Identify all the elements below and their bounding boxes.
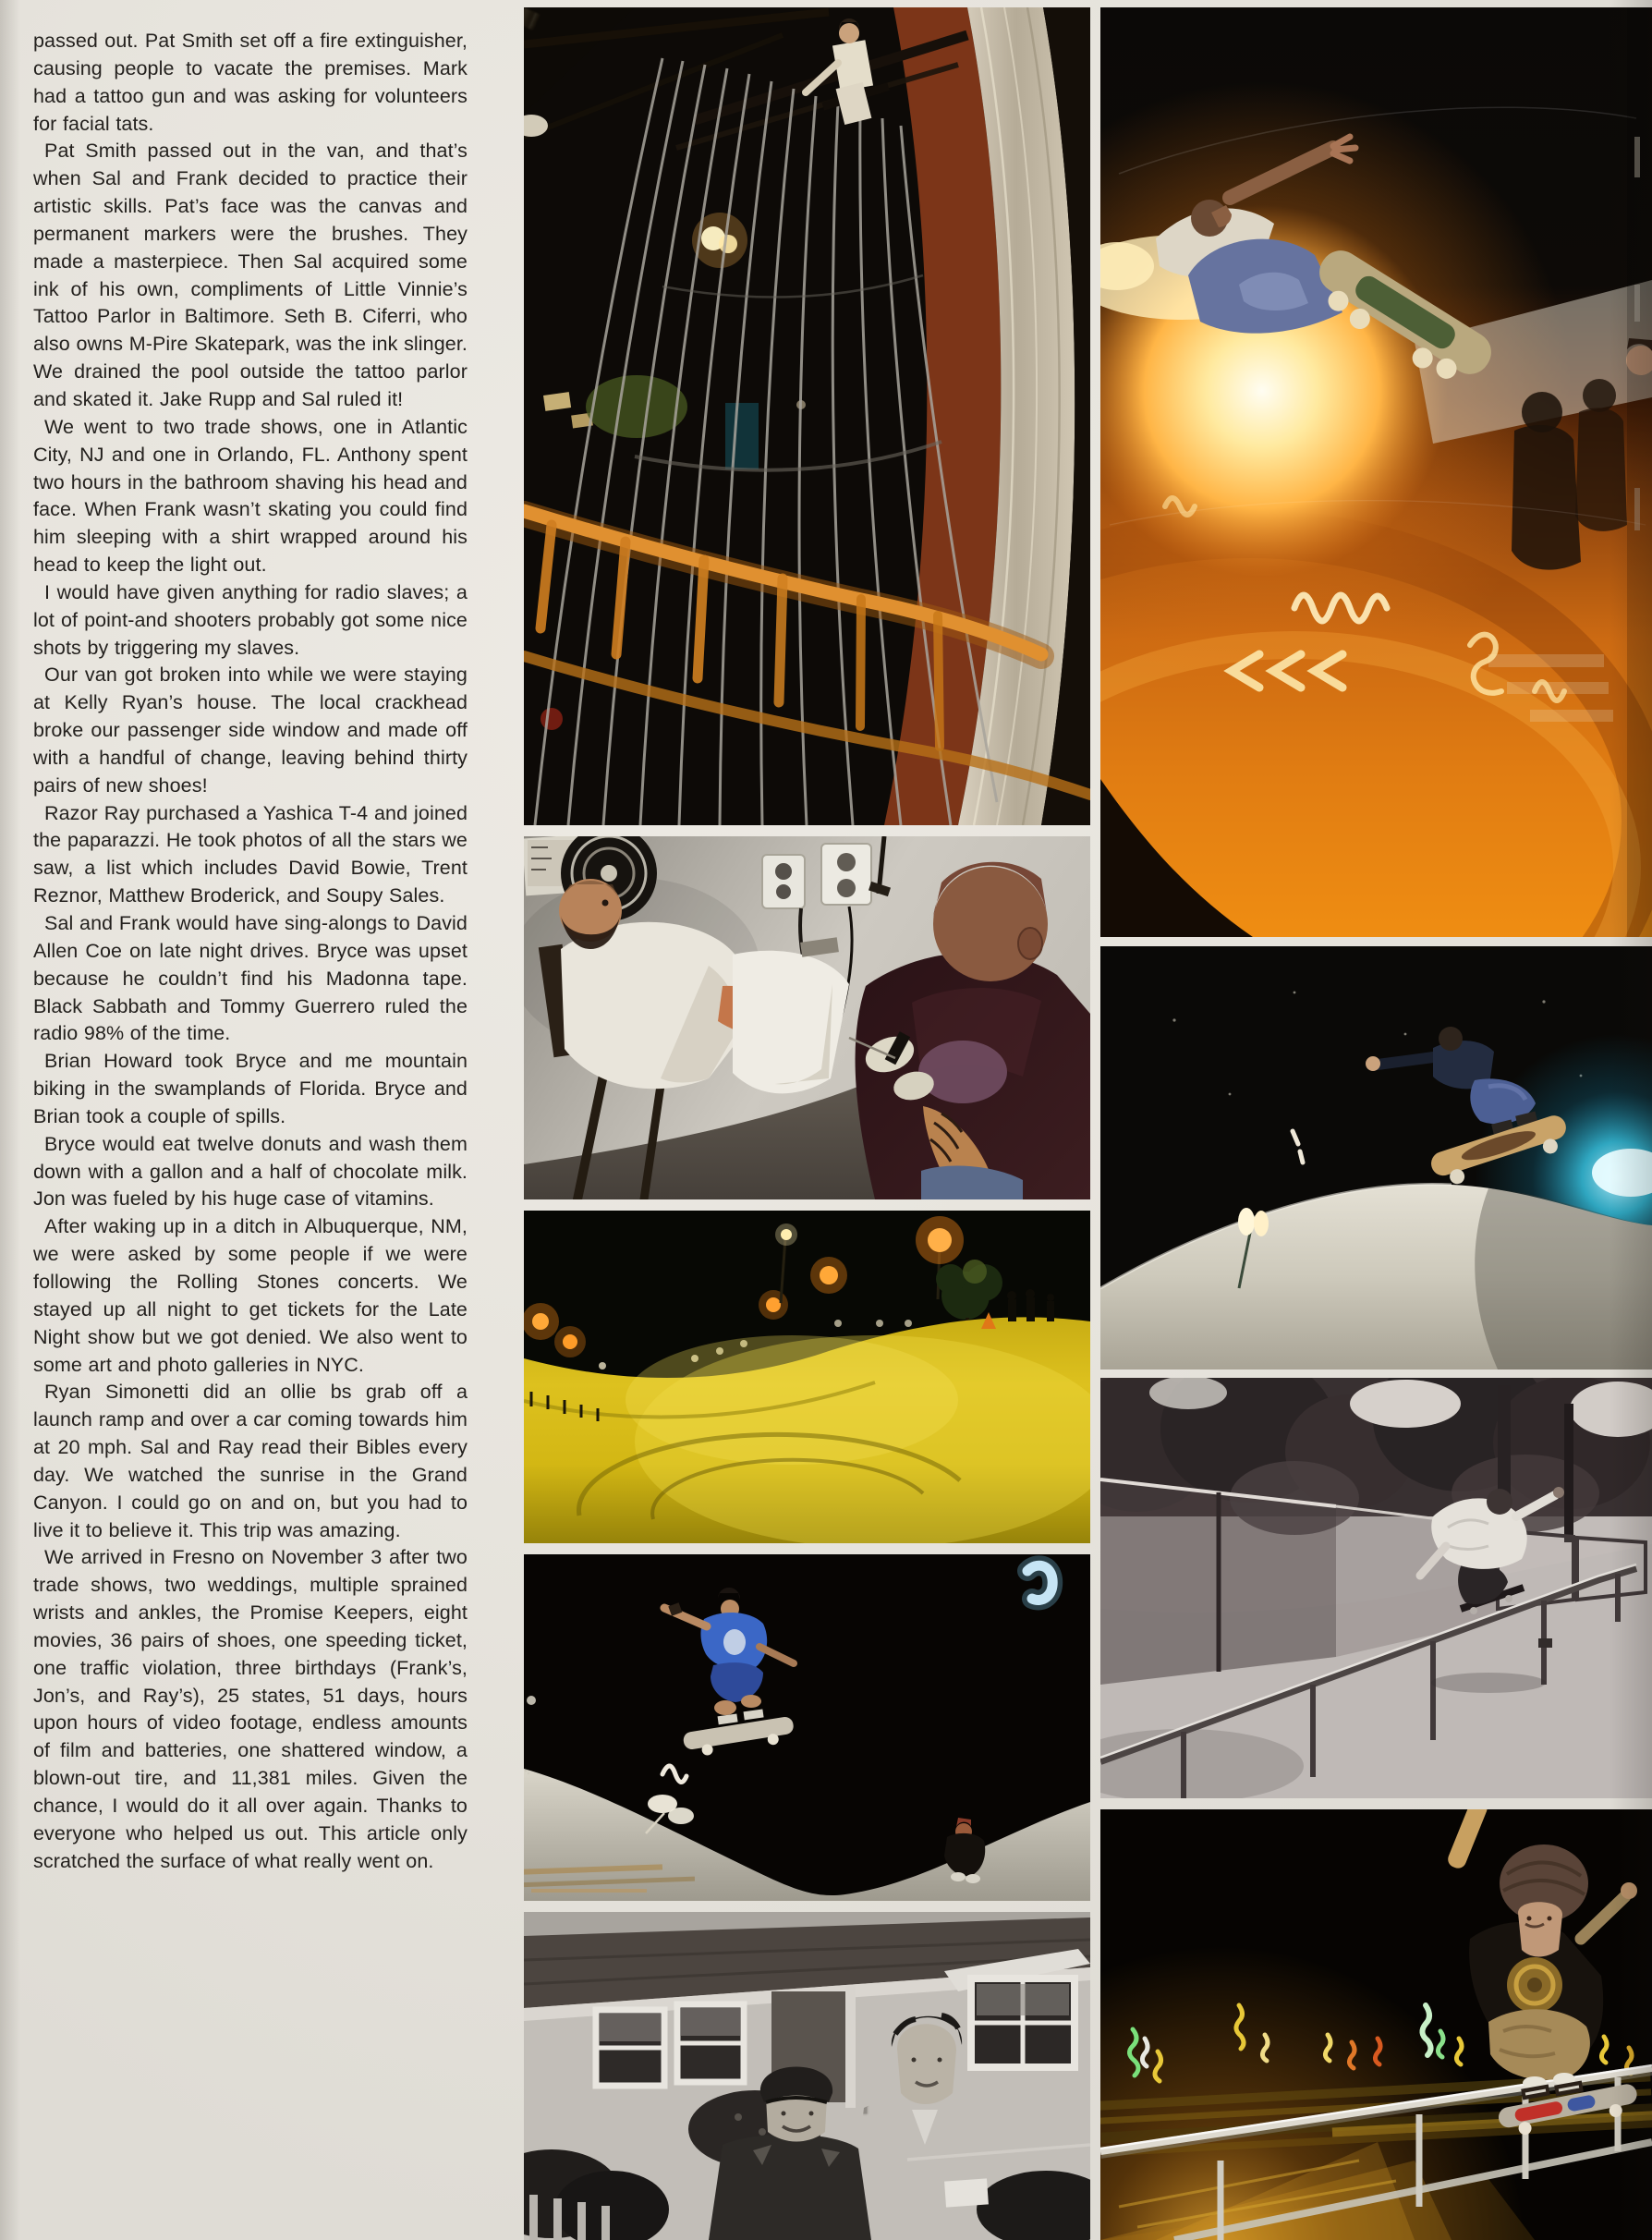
face (1518, 1902, 1562, 1956)
article-paragraph: I would have given anything for radio slaves; a lot of point-and shooters probably got some nice shots by triggering my slaves. (33, 580, 468, 659)
article-paragraph: We arrived in Fresno on November 3 after two trade shows, two weddings, multiple sprained wrists and ankles, the Promise Keepers, eight movies, 36 pairs of shoes, one speeding ticket, one traffic violation, three birthdays (Frank’s, Jon’s, and Ray’s), 25 states, 51 days, hours upon hours of video footage, endless amounts of film and batteries, one shattered window, a blown-out tire, and 11,381 miles. Given the chance, I would do it all over again. Thanks to everyone who helped us out. This article only scratched the surface of what really went on. (33, 1546, 468, 1872)
photo-tattoo-session (524, 836, 1090, 1199)
scan-edge-shade-left (0, 0, 20, 2240)
article-paragraph: Brian Howard took Bryce and me mountain biking in the swamplands of Florida. Bryce and Brian took a couple of spills. (33, 1050, 468, 1127)
article-paragraph: After waking up in a ditch in Albuquerque, NM, we were asked by some people if we were following the Rolling Stones concerts. We stayed up all night to get tickets for the Late Night show but we got denied. We also went to some art and photo galleries in NYC. (33, 1215, 468, 1376)
photo-rail-grind-light-trails (1100, 1809, 1652, 2240)
article-text-column (33, 28, 468, 1876)
face (897, 2024, 956, 2104)
dark-jacket (709, 2134, 871, 2240)
article-paragraph: Our van got broken into while we were staying at Kelly Ryan’s house. The local crackhead broke our passenger side window and made off with a handful of change, leaving behind thirty pairs of new shoes! (33, 663, 468, 797)
photo-night-bowl-skatepark (524, 1211, 1090, 1543)
photo-fisheye-fence-skater (524, 7, 1090, 825)
article-paragraph: Razor Ray purchased a Yashica T-4 and joined the paparazzi. He took photos of all the stars we saw, a list which includes David Bowie, Trent Reznor, Matthew Broderick, and Soupy Sales. (33, 801, 468, 907)
article-paragraph: We went to two trade shows, one in Atlantic City, NJ and one in Orlando, FL. Anthony spent two hours in the bathroom shaving his head and face. When Frank wasn’t skating you could find him sleeping with a shirt wrapped around his head to keep the light out. (33, 415, 468, 577)
article-paragraph: passed out. Pat Smith set off a fire extinguisher, causing people to vacate the premises. Mark had a tattoo gun and was asking for volunteers for facial tats. (33, 30, 468, 135)
bush (586, 375, 687, 438)
photo-hip-ollie-teal-flare (1100, 946, 1652, 1370)
article-paragraph: Sal and Frank would have sing-alongs to David Allen Coe on late night drives. Bryce was upset because he couldn’t find his Madonna tape. Black Sabbath and Tommy Guerrero ruled the radio 98% of the time. (33, 912, 468, 1045)
name-tag (944, 2178, 989, 2207)
photo-mound-ollie-blue-shirt (524, 1554, 1090, 1901)
photo-two-friends-house (524, 1912, 1090, 2240)
photo-warm-air-skater (1100, 7, 1652, 937)
photo-park-rail-boardslide (1100, 1378, 1652, 1798)
hand (1366, 1056, 1380, 1071)
article-paragraph: Ryan Simonetti did an ollie bs grab off a launch ramp and over a car coming towards him at 20 mph. Sal and Ray read their Bibles every day. We watched the sunrise in the Grand Canyon. I could go on and on, but you had to live it to believe it. This trip was amazing. (33, 1381, 468, 1541)
article-paragraph: Bryce would eat twelve donuts and wash them down with a gallon and a half of chocolate milk. Jon was fueled by his huge case of vitamins. (33, 1132, 468, 1211)
doorway (725, 403, 759, 469)
purple-pad (918, 1041, 1007, 1103)
article-paragraph: Pat Smith passed out in the van, and that’s when Sal and Frank decided to practice their artistic skills. Pat’s face was the canvas and permanent markers were the brushes. They made a masterpiece. Then Sal acquired some ink of his own, compliments of Little Vinnie’s Tattoo Parlor in Baltimore. Seth B. Ciferri, who also owns M-Pire Skatepark, was the ink slinger. We drained the pool outside the tattoo parlor and skated it. Jake Rupp and Sal ruled it! (33, 140, 468, 410)
sepia-tint (1100, 1378, 1652, 1798)
